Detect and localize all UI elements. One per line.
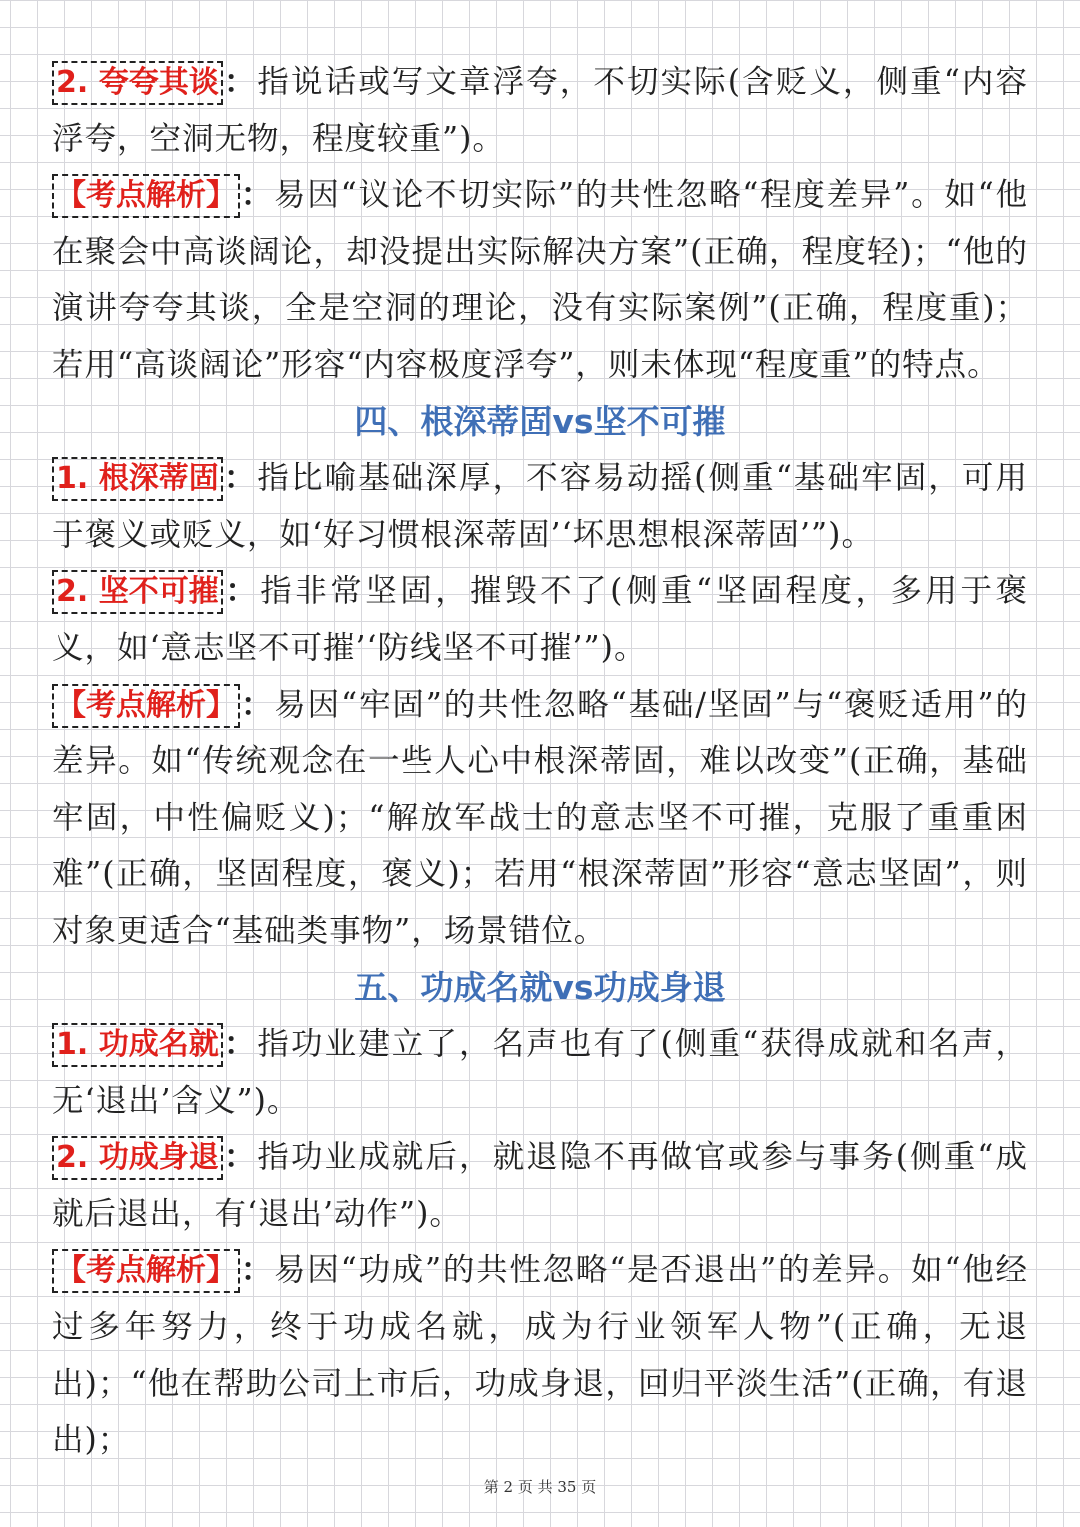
term-box: 2. 功成身退	[52, 1136, 223, 1180]
entry-text: 易因“牢固”的共性忽略“基础/坚固”与“褒贬适用”的差异。如“传统观念在一些人心中根深蒂固，难以改变”(正确，基础牢固，中性偏贬义)；“解放军战士的意志坚不可摧，克服了重重困难”(正确，坚固程度，褒义)；若用“根深蒂固”形容“意志坚固”，则对象更适合“基础类事物”，场景错位。	[52, 686, 1028, 949]
entry-text: 易因“议论不切实际”的共性忽略“程度差异”。如“他在聚会中高谈阔论，却没提出实际解决方案”(正确，程度轻)；“他的演讲夸夸其谈，全是空洞的理论，没有实际案例”(正确，程度重)；若用“高谈阔论”形容“内容极度浮夸”，则未体现“程度重”的特点。	[52, 177, 1028, 383]
term-colon: ：	[222, 572, 261, 610]
entry-text: 指功业建立了，名声也有了(侧重“获得成就和名声，无‘退出’含义”)。	[52, 1026, 1028, 1119]
term-colon: ：	[240, 176, 275, 214]
term-colon: ：	[222, 1138, 258, 1176]
analysis-paragraph	[52, 167, 1028, 393]
entry-paragraph	[52, 563, 1028, 676]
entry-text: 指说话或写文章浮夸，不切实际(含贬义，侧重“内容浮夸，空洞无物，程度较重”)。	[52, 64, 1028, 157]
section-heading: 五、功成名就vs功成身退	[354, 967, 726, 1007]
entry-paragraph	[52, 450, 1028, 563]
term-colon: ：	[222, 1025, 258, 1063]
analysis-paragraph	[52, 677, 1028, 960]
term-colon: ：	[240, 1251, 275, 1289]
entry-paragraph	[52, 1129, 1028, 1242]
entry-text: 易因“功成”的共性忽略“是否退出”的差异。如“他经过多年努力，终于功成名就，成为行业领军人物”(正确，无退出)；“他在帮助公司上市后，功成身退，回归平淡生活”(正确，有退出)；	[52, 1252, 1028, 1459]
term-box: 2. 坚不可摧	[52, 570, 223, 614]
page-number: 第 2 页 共 35 页	[483, 1478, 597, 1496]
analysis-label: 【考点解析】	[52, 174, 240, 218]
document-body	[52, 54, 1028, 1469]
entry-paragraph	[52, 54, 1028, 167]
analysis-label: 【考点解析】	[52, 684, 240, 728]
term-box: 1. 根深蒂固	[52, 457, 223, 501]
section-heading: 四、根深蒂固vs坚不可摧	[354, 401, 726, 441]
entry-text: 指非常坚固，摧毁不了(侧重“坚固程度，多用于褒义，如‘意志坚不可摧’‘防线坚不可摧’”)。	[52, 573, 1028, 666]
entry-paragraph	[52, 1016, 1028, 1129]
entry-text: 指比喻基础深厚，不容易动摇(侧重“基础牢固，可用于褒义或贬义，如‘好习惯根深蒂固’‘坏思想根深蒂固’”)。	[52, 460, 1028, 553]
analysis-label: 【考点解析】	[52, 1249, 240, 1293]
analysis-paragraph	[52, 1242, 1028, 1468]
term-box: 2. 夸夸其谈	[52, 61, 223, 105]
term-colon: ：	[222, 459, 258, 497]
term-colon: ：	[222, 63, 258, 100]
term-colon: ：	[240, 685, 275, 723]
term-box: 1. 功成名就	[52, 1023, 223, 1067]
entry-text: 指功业成就后，就退隐不再做官或参与事务(侧重“成就后退出，有‘退出’动作”)。	[52, 1139, 1028, 1232]
